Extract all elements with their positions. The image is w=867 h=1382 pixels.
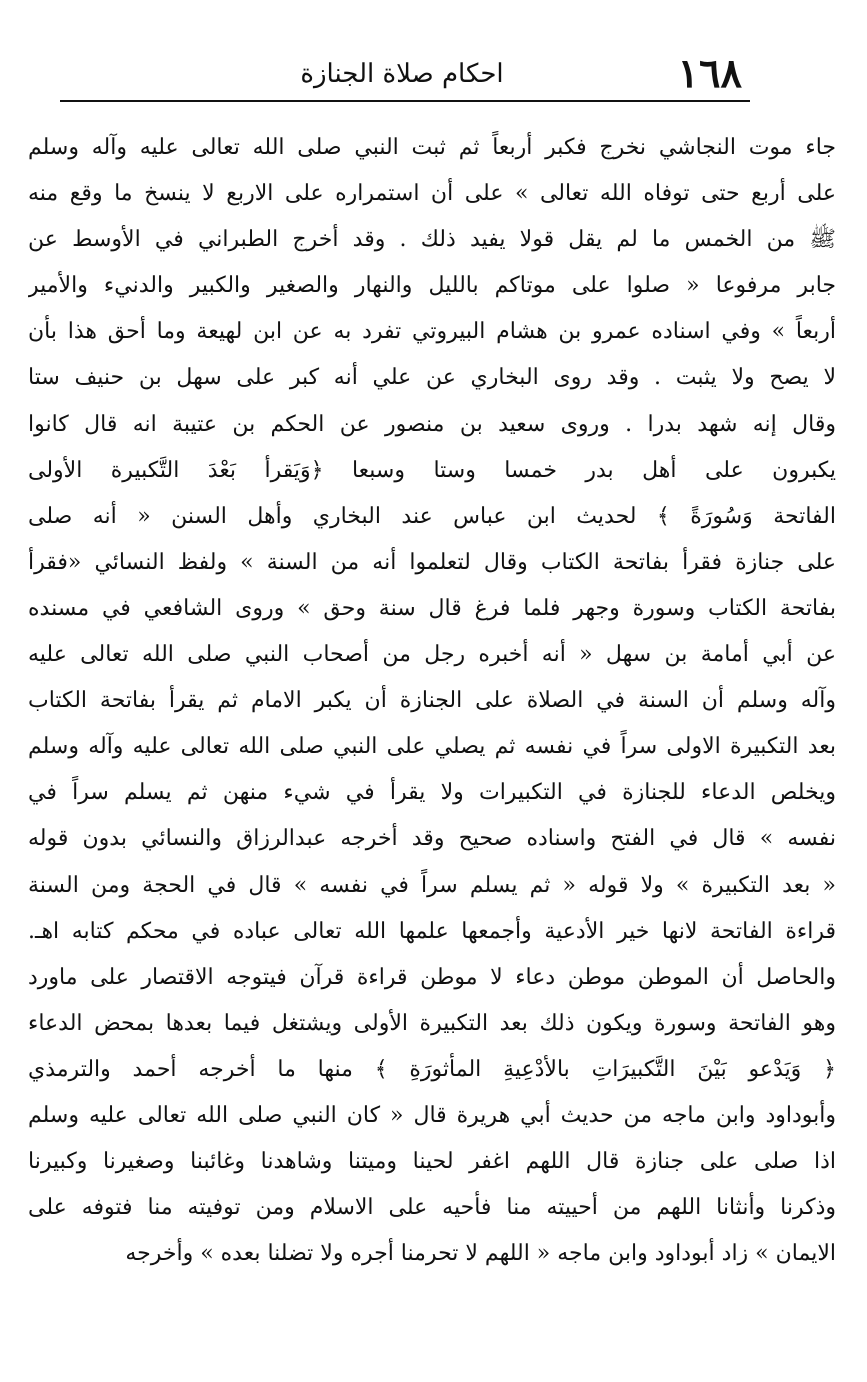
text-line: جاء موت النجاشي نخرج فكبر أربعاً ثم ثبت النبي صلى الله تعالى عليه وآله وسلم: [28, 135, 836, 160]
text-line: وأبوداود وابن ماجه من حديث أبي هريرة قال « كان النبي صلى الله تعالى عليه وسلم: [28, 1102, 836, 1128]
text-line: عن أبي أمامة بن سهل « أنه أخبره رجل من أصحاب النبي صلى الله تعالى عليه: [28, 642, 836, 668]
text-line: يكبرون على أهل بدر خمسا وستا وسبعا ﴿وَيَقرأ بَعْدَ التَّكبيرة الأولى: [28, 457, 836, 483]
text-line: على جنازة فقرأ بفاتحة الكتاب وقال لتعلموا أنه من السنة » ولفظ النسائي «فقرأ: [28, 549, 836, 575]
text-line: « بعد التكبيرة » ولا قوله « ثم يسلم سراً في نفسه » قال في الحجة ومن السنة: [28, 872, 836, 898]
text-line: على أربع حتى توفاه الله تعالى » على أن استمراره على الاربع لا ينسخ ما وقع منه: [28, 181, 836, 207]
text-line: ﴿ وَيَدْعو بَيْنَ التَّكبيرَاتِ بالأدْعِيةِ المأثورَةِ ﴾ منها ما أخرجه أحمد والترمذي: [28, 1056, 836, 1082]
text-line: الفاتحة وَسُورَةً ﴾ لحديث ابن عباس عند البخاري وأهل السنن « أنه صلى: [28, 503, 836, 529]
text-line: الايمان » زاد أبوداود وابن ماجه « اللهم لا تحرمنا أجره ولا تضلنا بعده » وأخرجه: [125, 1241, 836, 1267]
text-line: وهو الفاتحة وسورة ويكون ذلك بعد التكبيرة الأولى ويشتغل فيما بعدها بمحض الدعاء: [28, 1010, 836, 1036]
page-header: [62, 52, 742, 96]
running-title: احكام صلاة الجنازة: [300, 59, 504, 89]
body-text: [28, 125, 836, 1277]
text-line: بعد التكبيرة الاولى سراً في نفسه ثم يصلي على النبي صلى الله تعالى عليه وآله وسلم: [28, 734, 836, 760]
header-rule: [60, 100, 750, 102]
text-line: وذكرنا وأنثانا اللهم من أحييته منا فأحيه على الاسلام ومن توفيته منا فتوفه على: [28, 1195, 836, 1221]
text-line: والحاصل أن الموطن موطن دعاء لا موطن قراءة قرآن فيتوجه الاقتصار على ماورد: [28, 964, 836, 990]
page-number: ١٦٨: [677, 50, 742, 97]
text-line: لا يصح ولا يثبت . وقد روى البخاري عن علي أنه كبر على سهل بن حنيف ستا: [28, 365, 836, 391]
text-line: ﷺ من الخمس ما لم يقل قولا يفيد ذلك . وقد أخرج الطبراني في الأوسط عن: [28, 227, 836, 253]
text-line: نفسه » قال في الفتح واسناده صحيح وقد أخرجه عبدالرزاق والنسائي بدون قوله: [28, 826, 836, 852]
text-line: بفاتحة الكتاب وسورة وجهر فلما فرغ قال سنة وحق » وروى الشافعي في مسنده: [28, 595, 836, 621]
text-line: جابر مرفوعا « صلوا على موتاكم بالليل والنهار والصغير والكبير والدنيء والأمير: [28, 273, 836, 299]
text-line: وآله وسلم أن السنة في الصلاة على الجنازة أن يكبر الامام ثم يقرأ بفاتحة الكتاب: [28, 688, 836, 714]
text-line: وقال إنه شهد بدرا . وروى سعيد بن منصور عن الحكم بن عتيبة انه قال كانوا: [28, 411, 836, 437]
text-line: قراءة الفاتحة لانها خير الأدعية وأجمعها علمها الله تعالى عباده في محكم كتابه اهـ.: [28, 918, 836, 944]
text-line: اذا صلى على جنازة قال اللهم اغفر لحينا وميتنا وشاهدنا وغائبنا وصغيرنا وكبيرنا: [28, 1149, 836, 1175]
text-line: أربعاً » وفي اسناده عمرو بن هشام البيروتي تفرد به عن ابن لهيعة وما أحق هذا بأن: [28, 319, 836, 345]
text-line: ويخلص الدعاء للجنازة في التكبيرات ولا يقرأ في شيء منهن ثم يسلم سراً في: [28, 780, 836, 806]
